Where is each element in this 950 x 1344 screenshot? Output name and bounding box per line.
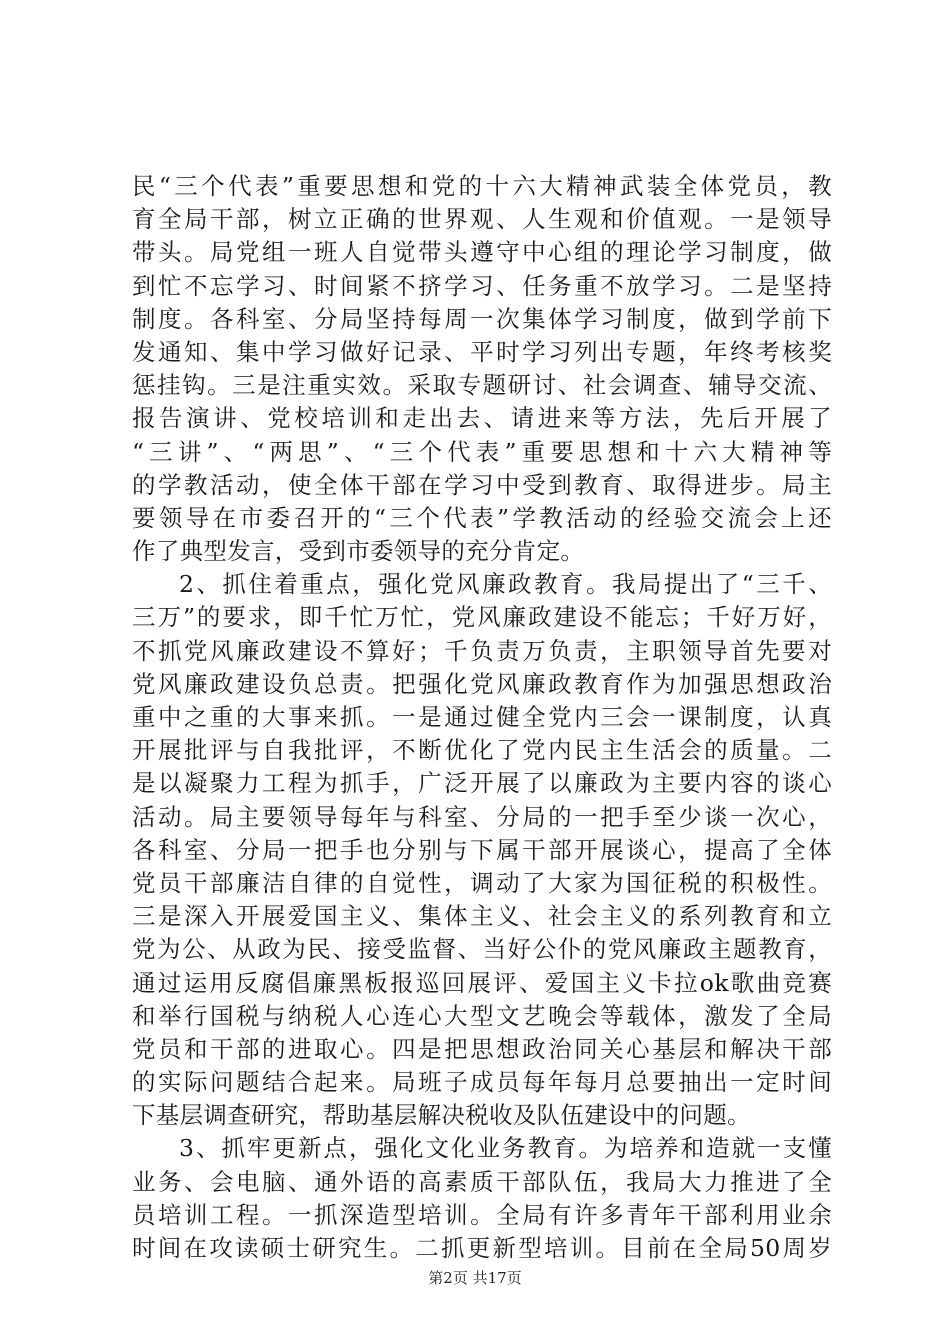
text-line: 是以凝聚力工程为抓手，广泛开展了以廉政为主要内容的谈心 bbox=[132, 769, 832, 798]
text-line: 活动。局主要领导每年与科室、分局的一把手至少谈一次心， bbox=[132, 802, 832, 831]
text-line: 带头。局党组一班人自觉带头遵守中心组的理论学习制度，做 bbox=[132, 238, 832, 267]
page-footer: 第2页 共17页 bbox=[428, 1269, 522, 1287]
text-line: 育全局干部，树立正确的世界观、人生观和价值观。一是领导 bbox=[132, 205, 832, 234]
text-line: “三讲”、“两思”、“三个代表”重要思想和十六大精神等 bbox=[132, 437, 832, 466]
text-line: 党为公、从政为民、接受监督、当好公仆的党风廉政主题教育， bbox=[132, 935, 832, 964]
text-line: 民“三个代表”重要思想和党的十六大精神武装全体党员，教 bbox=[132, 172, 832, 200]
text-line: 到忙不忘学习、时间紧不挤学习、任务重不放学习。二是坚持 bbox=[132, 271, 832, 300]
text-line: 要领导在市委召开的“三个代表”学教活动的经验交流会上还 bbox=[132, 503, 832, 532]
text-line: 党员和干部的进取心。四是把思想政治同关心基层和解决干部 bbox=[132, 1034, 832, 1063]
text-line: 作了典型发言，受到市委领导的充分肯定。 bbox=[132, 537, 585, 566]
text-line: 党风廉政建设负总责。把强化党风廉政教育作为加强思想政治 bbox=[132, 669, 832, 698]
text-line: 和举行国税与纳税人心连心大型文艺晚会等载体，激发了全局 bbox=[132, 1001, 832, 1030]
text-line: 报告演讲、党校培训和走出去、请进来等方法，先后开展了 bbox=[132, 404, 832, 433]
text-line: 的学教活动，使全体干部在学习中受到教育、取得进步。局主 bbox=[132, 470, 832, 499]
text-line: 时间在攻读硕士研究生。二抓更新型培训。目前在全局50周岁 bbox=[132, 1234, 832, 1262]
paragraph-2-start: 2、抓住着重点，强化党风廉政教育。我局提出了“三千、 bbox=[179, 570, 832, 599]
text-line: 的实际问题结合起来。局班子成员每年每月总要抽出一定时间 bbox=[132, 1068, 832, 1097]
text-line: 不抓党风廉政建设不算好；千负责万负责，主职领导首先要对 bbox=[132, 636, 832, 665]
text-line: 员培训工程。一抓深造型培训。全局有许多青年干部利用业余 bbox=[132, 1200, 832, 1229]
text-line: 惩挂钩。三是注重实效。采取专题研讨、社会调查、辅导交流、 bbox=[132, 371, 832, 400]
text-line: 三万”的要求，即千忙万忙，党风廉政建设不能忘；千好万好， bbox=[132, 603, 832, 632]
paragraph-3-start: 3、抓牢更新点，强化文化业务教育。为培养和造就一支懂 bbox=[179, 1134, 832, 1163]
text-line: 三是深入开展爱国主义、集体主义、社会主义的系列教育和立 bbox=[132, 902, 832, 931]
text-line: 制度。各科室、分局坚持每周一次集体学习制度，做到学前下 bbox=[132, 304, 832, 333]
text-line: 各科室、分局一把手也分别与下属干部开展谈心，提高了全体 bbox=[132, 835, 832, 864]
document-body bbox=[132, 170, 832, 1265]
text-line: 业务、会电脑、通外语的高素质干部队伍，我局大力推进了全 bbox=[132, 1167, 832, 1196]
text-line: 党员干部廉洁自律的自觉性，调动了大家为国征税的积极性。 bbox=[132, 868, 832, 897]
text-line: 发通知、集中学习做好记录、平时学习列出专题，年终考核奖 bbox=[132, 337, 832, 366]
text-line: 重中之重的大事来抓。一是通过健全党内三会一课制度，认真 bbox=[132, 703, 832, 731]
text-line: 开展批评与自我批评，不断优化了党内民主生活会的质量。二 bbox=[132, 736, 832, 765]
text-line: 通过运用反腐倡廉黑板报巡回展评、爱国主义卡拉ok歌曲竞赛 bbox=[132, 968, 832, 997]
text-line: 下基层调查研究，帮助基层解决税收及队伍建设中的问题。 bbox=[132, 1101, 751, 1130]
